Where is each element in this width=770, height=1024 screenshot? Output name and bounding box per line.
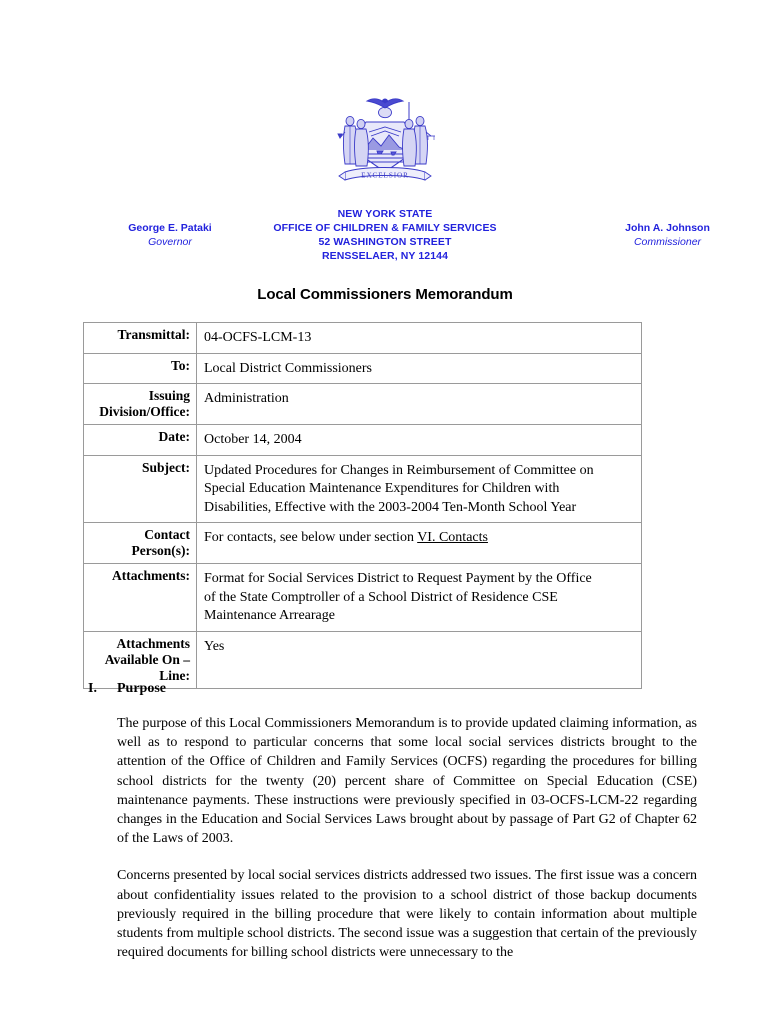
table-row-contact-persons <box>84 523 642 564</box>
governor-name: George E. Pataki <box>128 222 212 234</box>
new-york-state-seal-icon <box>333 88 437 192</box>
section-body-purpose <box>117 714 697 962</box>
governor-block <box>60 221 280 249</box>
section-heading-purpose <box>88 681 166 697</box>
seal-motto-text: EXCELSIOR <box>361 171 409 180</box>
row-value-subject <box>197 455 642 523</box>
row-label-to: To: <box>84 353 197 384</box>
section-numeral-purpose: I. <box>88 681 97 696</box>
agency-address-city: RENSSELAER, NY 12144 <box>321 250 449 262</box>
attachments-line3: Maintenance Arrearage <box>204 608 335 623</box>
row-label-online-line1: Attachments <box>116 635 190 651</box>
section-title-purpose: Purpose <box>117 681 166 696</box>
attachments-line2: of the State Comptroller of a School District of Residence CSE <box>204 589 558 605</box>
row-value-date: October 14, 2004 <box>197 425 642 456</box>
row-value-attachments <box>197 564 642 632</box>
row-value-issuing-division: Administration <box>197 384 642 425</box>
agency-address-street: 52 WASHINGTON STREET <box>318 236 452 248</box>
attachments-line1: Format for Social Services District to Request Payment by the Office <box>204 571 592 586</box>
agency-name-line1: NEW YORK STATE <box>337 208 433 220</box>
row-label-attachments: Attachments: <box>84 564 197 632</box>
row-label-subject: Subject: <box>84 455 197 523</box>
table-row-attachments-online <box>84 631 642 688</box>
table-row-transmittal <box>84 323 642 354</box>
table-row-date <box>84 425 642 456</box>
table-row-subject <box>84 455 642 523</box>
contacts-section-link[interactable]: VI. Contacts <box>417 530 488 545</box>
contact-value-prefix: For contacts, see below under section <box>204 530 418 545</box>
subject-line1: Updated Procedures for Changes in Reimbursement of Committee on <box>204 462 594 478</box>
row-label-issuing-division <box>84 384 197 425</box>
purpose-paragraph-1: The purpose of this Local Commissioners Memorandum is to provide updated claiming information, as well as to respond to particular concerns that some local social services districts brought to the attention of the Office of Children and Family Services (OCFS) regarding the procedures for billing school districts for the twenty (20) percent share of Committee on Special Education (CSE) maintenance payments. These instructions were previously specified in 03-OCFS-LCM-22 regarding changes in the Education and Social Services Laws brought about by passage of Part G2 of Chapter 62 of the Laws of 2003. <box>117 716 697 847</box>
row-label-date: Date: <box>84 425 197 456</box>
row-label-contact-line2: Person(s): <box>131 543 190 558</box>
agency-name-line2: OFFICE OF CHILDREN & FAMILY SERVICES <box>273 222 497 234</box>
row-label-issuing-line2: Division/Office: <box>99 404 190 419</box>
table-row-to <box>84 353 642 384</box>
subject-line3: Disabilities, Effective with the 2003-2004 Ten-Month School Year <box>204 499 577 515</box>
commissioner-block <box>565 221 770 249</box>
purpose-paragraph-2: Concerns presented by local social services districts addressed two issues. The first issue was a concern about confidentiality issues related to the provision to a school district of those backup documents previously required in the billing procedure that were likely to contain information about multiple students from multiple school districts. The second issue was a suggestion that certain of the previously required documents for billing school districts were unnecessary to the <box>117 868 697 961</box>
table-row-issuing-division <box>84 384 642 425</box>
row-label-online-line2: Available On – <box>104 651 190 667</box>
memo-header-table <box>83 322 642 689</box>
governor-title: Governor <box>148 236 192 248</box>
page-title: Local Commissioners Memorandum <box>257 286 513 303</box>
row-label-contact-persons <box>84 523 197 564</box>
row-value-transmittal: 04-OCFS-LCM-13 <box>197 323 642 354</box>
table-row-attachments <box>84 564 642 632</box>
row-label-transmittal: Transmittal: <box>84 323 197 354</box>
row-value-to: Local District Commissioners <box>197 353 642 384</box>
row-label-contact-line1: Contact <box>144 527 190 542</box>
letterhead <box>0 207 770 269</box>
row-value-contact-persons <box>197 523 642 564</box>
subject-line2: Special Education Maintenance Expenditures for Children with <box>204 481 560 496</box>
row-label-attachments-online <box>84 631 197 688</box>
row-value-attachments-online: Yes <box>197 631 642 688</box>
commissioner-name: John A. Johnson <box>625 222 710 234</box>
row-label-issuing-line1: Issuing <box>148 388 190 403</box>
row-label-online-line3: Line: <box>159 667 190 683</box>
seal-container <box>0 88 770 197</box>
commissioner-title: Commissioner <box>633 236 702 248</box>
